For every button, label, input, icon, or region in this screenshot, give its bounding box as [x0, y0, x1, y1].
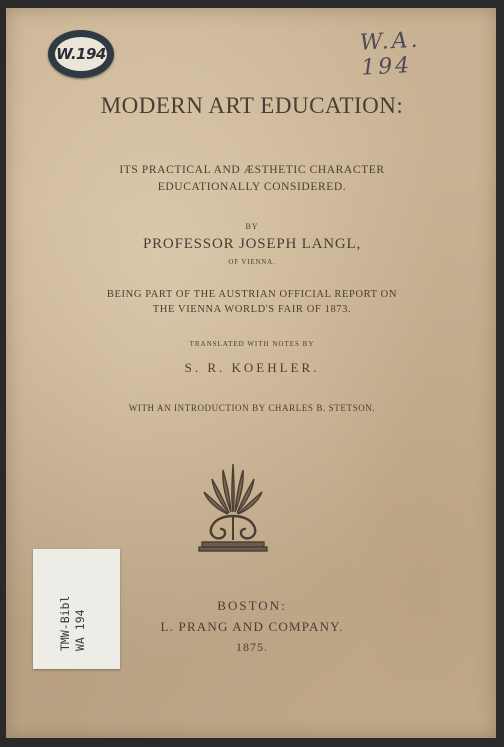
handwritten-call-number: W.A. 194: [359, 27, 422, 81]
publication-year: 1875.: [236, 640, 268, 654]
subtitle-line-2: EDUCATIONALLY CONSIDERED.: [157, 181, 347, 193]
translator-name: S. R. KOEHLER.: [184, 360, 320, 375]
book-title: MODERN ART EDUCATION:: [100, 93, 404, 118]
report-line-2: THE VIENNA WORLD'S FAIR OF 1873.: [152, 304, 352, 315]
library-label-line-1: TMW-Bibl: [58, 595, 72, 651]
subtitle-line-1: ITS PRACTICAL AND ÆSTHETIC CHARACTER: [119, 164, 385, 176]
library-label-line-2: WA 194: [73, 609, 87, 651]
introduction-credit: WITH AN INTRODUCTION BY CHARLES B. STETSON.: [128, 403, 376, 413]
shelf-mark-text: W.194: [55, 37, 107, 71]
by-label: BY: [245, 222, 259, 231]
shelf-mark-stamp: [48, 30, 114, 78]
author-location: OF VIENNA.: [228, 258, 276, 266]
author-name: PROFESSOR JOSEPH LANGL,: [142, 236, 362, 252]
report-line-1: BEING PART OF THE AUSTRIAN OFFICIAL REPORT ON: [106, 289, 398, 300]
translated-note: TRANSLATED WITH NOTES BY: [189, 340, 315, 348]
publisher-city: BOSTON:: [217, 598, 287, 613]
publisher-name: L. PRANG AND COMPANY.: [160, 619, 344, 634]
palmette-ornament-icon: [198, 460, 268, 554]
